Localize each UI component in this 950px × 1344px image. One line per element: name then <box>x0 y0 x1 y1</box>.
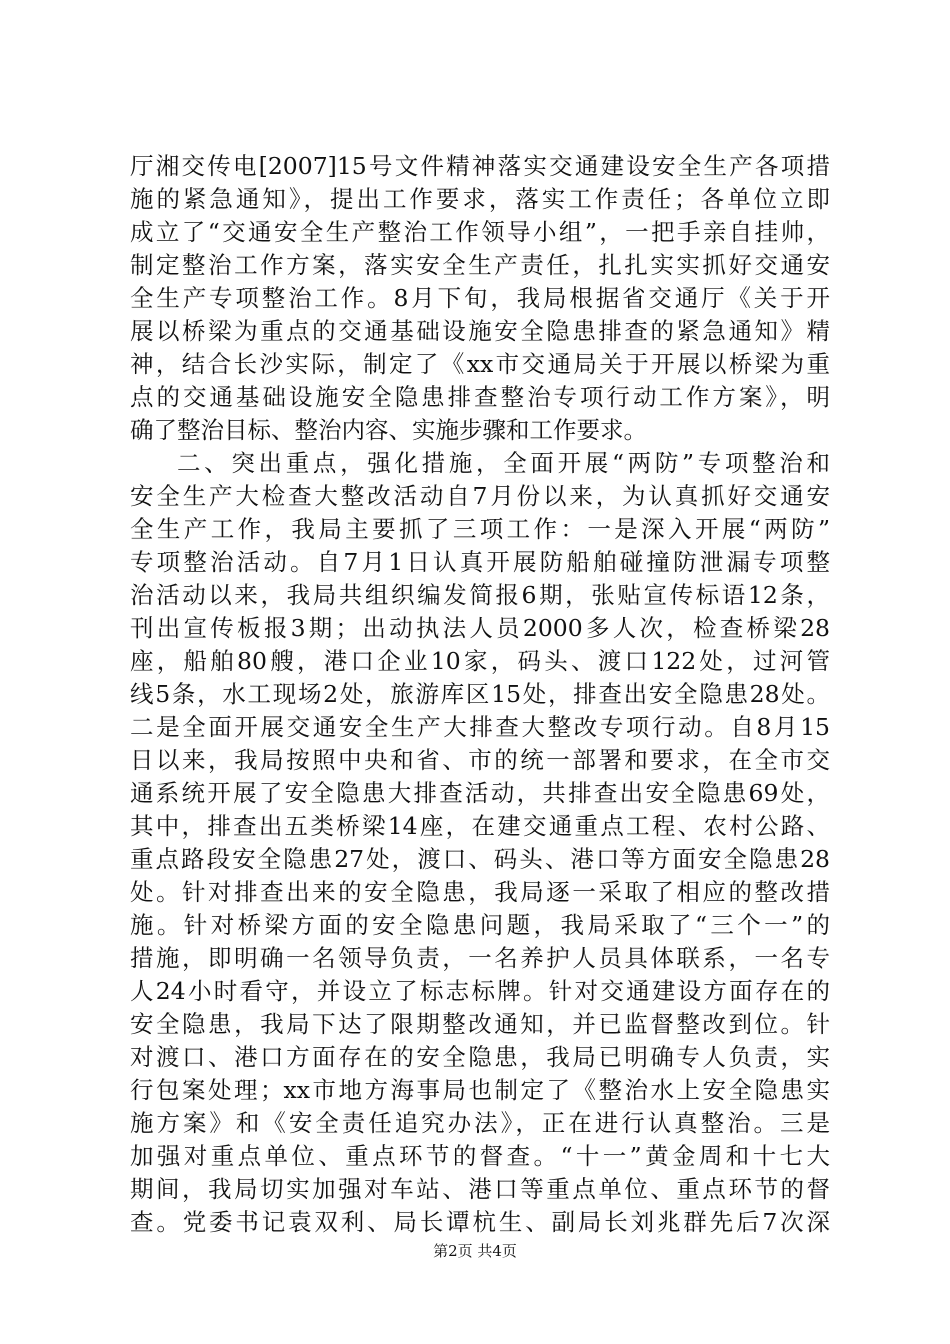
text-line: 期间，我局切实加强对车站、港口等重点单位、重点环节的督 <box>130 1175 830 1203</box>
text-line: 专项整治活动。自7月1日认真开展防船舶碰撞防泄漏专项整 <box>130 548 830 576</box>
text-line: 确了整治目标、整治内容、实施步骤和工作要求。 <box>130 416 647 444</box>
text-line: 安全生产大检查大整改活动自7月份以来，为认真抓好交通安 <box>130 482 830 510</box>
text-line: 点的交通基础设施安全隐患排查整治专项行动工作方案》，明 <box>130 383 830 411</box>
text-line: 厅湘交传电[2007]15号文件精神落实交通建设安全生产各项措 <box>130 152 830 180</box>
text-line: 全生产工作，我局主要抓了三项工作：一是深入开展“两防” <box>130 515 830 543</box>
text-line: 刊出宣传板报3期；出动执法人员2000多人次，检查桥梁28 <box>130 614 830 642</box>
text-line: 通系统开展了安全隐患大排查活动，共排查出安全隐患69处， <box>130 779 830 807</box>
text-line: 安全隐患，我局下达了限期整改通知，并已监督整改到位。针 <box>130 1010 830 1038</box>
text-line: 行包案处理；xx市地方海事局也制定了《整治水上安全隐患实 <box>130 1076 830 1104</box>
text-line: 日以来，我局按照中央和省、市的统一部署和要求，在全市交 <box>130 746 830 774</box>
text-line: 重点路段安全隐患27处，渡口、码头、港口等方面安全隐患28 <box>130 845 830 873</box>
text-line: 施。针对桥梁方面的安全隐患问题，我局采取了“三个一”的 <box>130 911 830 939</box>
text-line: 全生产专项整治工作。8月下旬，我局根据省交通厅《关于开 <box>130 284 830 312</box>
text-line: 人24小时看守，并设立了标志标牌。针对交通建设方面存在的 <box>130 977 830 1005</box>
section-heading-line: 二、突出重点，强化措施，全面开展“两防”专项整治和 <box>177 449 830 477</box>
text-line: 座，船舶80艘，港口企业10家，码头、渡口122处，过河管 <box>130 647 830 675</box>
text-line: 对渡口、港口方面存在的安全隐患，我局已明确专人负责，实 <box>130 1043 830 1071</box>
text-line: 神，结合长沙实际，制定了《xx市交通局关于开展以桥梁为重 <box>130 350 830 378</box>
text-line: 制定整治工作方案，落实安全生产责任，扎扎实实抓好交通安 <box>130 251 830 279</box>
text-line: 查。党委书记袁双利、局长谭杭生、副局长刘兆群先后7次深 <box>130 1208 830 1236</box>
text-line: 二是全面开展交通安全生产大排查大整改专项行动。自8月15 <box>130 713 830 741</box>
page-number: 第2页 共4页 <box>433 1242 517 1260</box>
text-line: 措施，即明确一名领导负责，一名养护人员具体联系，一名专 <box>130 944 830 972</box>
text-line: 成立了“交通安全生产整治工作领导小组”，一把手亲自挂帅， <box>130 218 830 246</box>
text-line: 展以桥梁为重点的交通基础设施安全隐患排查的紧急通知》精 <box>130 317 830 345</box>
text-line: 施的紧急通知》，提出工作要求，落实工作责任；各单位立即 <box>130 185 830 213</box>
text-line: 处。针对排查出来的安全隐患，我局逐一采取了相应的整改措 <box>130 878 830 906</box>
text-line: 施方案》和《安全责任追究办法》，正在进行认真整治。三是 <box>130 1109 830 1137</box>
text-line: 加强对重点单位、重点环节的督查。“十一”黄金周和十七大 <box>130 1142 830 1170</box>
text-line: 线5条，水工现场2处，旅游库区15处，排查出安全隐患28处。 <box>130 680 830 708</box>
page-footer <box>0 1241 950 1261</box>
document-body <box>130 150 830 1239</box>
text-line: 其中，排查出五类桥梁14座，在建交通重点工程、农村公路、 <box>130 812 830 840</box>
text-line: 治活动以来，我局共组织编发简报6期，张贴宣传标语12条， <box>130 581 830 609</box>
